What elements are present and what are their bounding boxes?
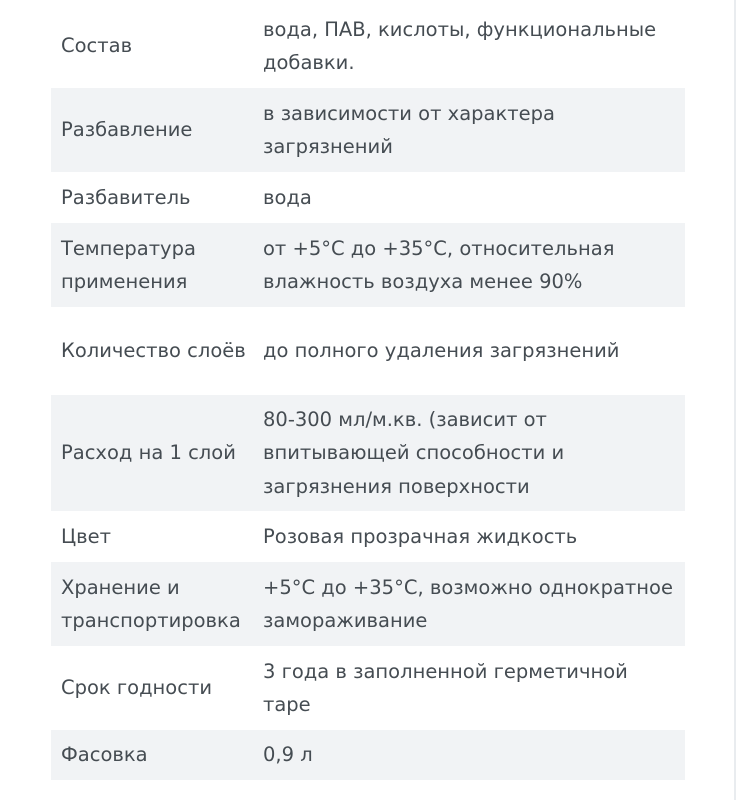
spec-label: Цвет <box>61 524 111 548</box>
spec-value: до полного удаления загрязнений <box>263 339 620 363</box>
spec-value: 80-300 мл/м.кв. (зависит от впитывающей способности и загрязнения поверхности <box>253 395 685 511</box>
table-row <box>51 0 685 88</box>
spec-value: 3 года в заполненной герметичной таре <box>263 659 628 716</box>
spec-label: Фасовка <box>51 730 253 780</box>
table-row <box>51 307 685 395</box>
spec-value: вода <box>263 185 312 209</box>
table-row <box>51 562 685 646</box>
product-spec-table <box>51 0 685 780</box>
spec-value: +5°C до +35°C, возможно однократное замораживание <box>253 562 685 646</box>
spec-label: Срок годности <box>61 676 212 700</box>
table-row <box>51 730 685 780</box>
spec-label: Температура применения <box>51 223 253 307</box>
spec-value: Розовая прозрачная жидкость <box>263 524 578 548</box>
spec-label: Состав <box>61 34 133 58</box>
table-row <box>51 223 685 307</box>
table-row <box>51 511 685 562</box>
spec-label: Количество слоёв <box>61 339 246 363</box>
spec-value: в зависимости от характера загрязнений <box>253 88 685 172</box>
spec-label: Разбавитель <box>61 185 191 209</box>
spec-label: Хранение и транспортировка <box>51 562 253 646</box>
table-row <box>51 646 685 730</box>
table-row <box>51 88 685 172</box>
spec-value: вода, ПАВ, кислоты, функциональные добавки. <box>263 17 657 74</box>
spec-label: Разбавление <box>51 88 253 172</box>
spec-value: от +5°C до +35°C, относительная влажность воздуха менее 90% <box>253 223 685 307</box>
table-row <box>51 172 685 223</box>
table-row <box>51 395 685 511</box>
spec-value: 0,9 л <box>253 730 685 780</box>
spec-label: Расход на 1 слой <box>51 395 253 511</box>
